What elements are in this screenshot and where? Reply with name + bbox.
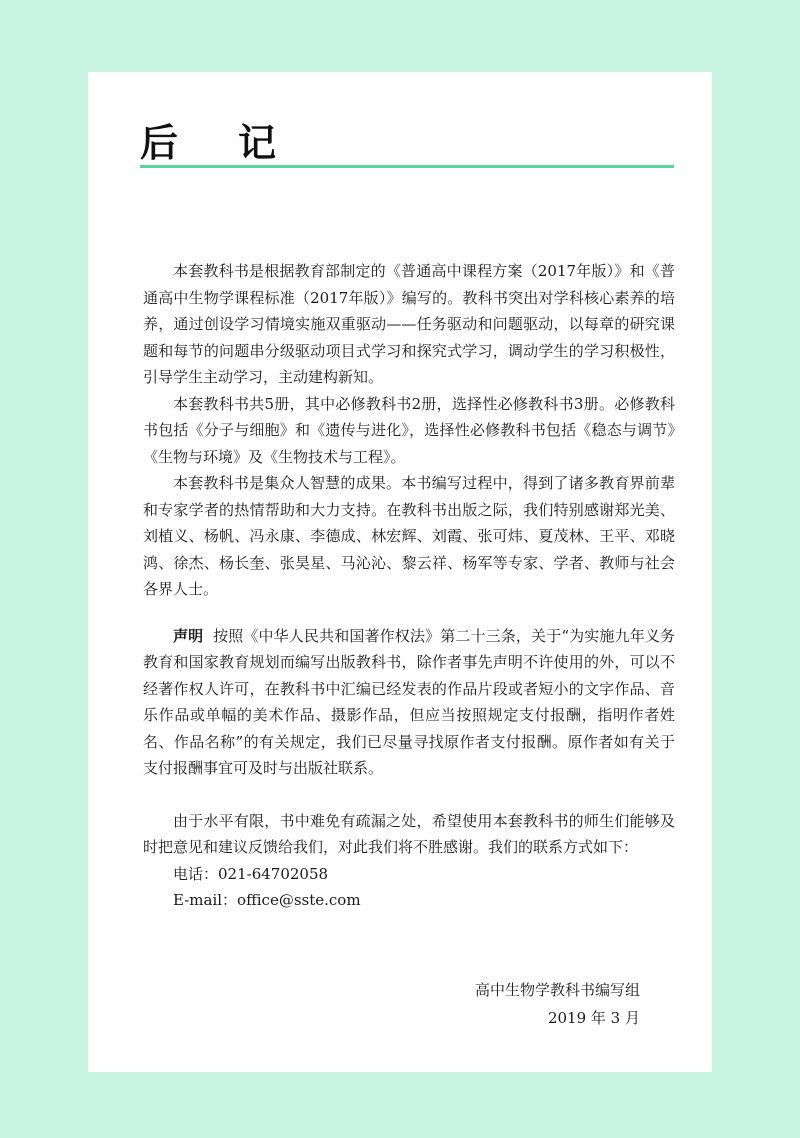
- signature-group: 高中生物学教科书编写组: [474, 981, 640, 999]
- statement-text: 按照《中华人民共和国著作权法》第二十三条，关于“为实施九年义务教育和国家教育规划而编写出版教科书，除作者事先声明不许使用的外，可以不经著作权人许可，在教科书中汇编已经发表的作品片段或者短小的文字作品、音乐作品或单幅的美术作品、摄影作品，但应当按照规定支付报酬，指明作者姓名、作品名称”的有关规定，我们已尽量寻找原作者支付报酬。原作者如有关于支付报酬事宜可及时与出版社联系。: [143, 626, 675, 777]
- title-divider: [140, 165, 674, 168]
- page-title: [140, 112, 276, 167]
- statement-label: 声明: [173, 626, 204, 645]
- signature-date: 2019 年 3 月: [547, 1009, 640, 1027]
- contact-email: E-mail：office@sste.com: [173, 891, 361, 909]
- title-char-2: 记: [238, 121, 277, 165]
- paragraph-volumes: 本套教科书共5册，其中必修教科书2册，选择性必修教科书3册。必修教科书包括《分子与细胞》和《遗传与进化》，选择性必修教科书包括《稳态与调节》《生物与环境》及《生物技术与工程》。: [143, 394, 675, 466]
- document-page: [88, 72, 712, 1072]
- contact-phone: 电话：021-64702058: [173, 864, 329, 883]
- paragraph-acknowledgements: 本套教科书是集众人智慧的成果。本书编写过程中，得到了诸多教育界前辈和专家学者的热情帮助和大力支持。在教科书出版之际，我们特别感谢郑光美、刘植义、杨帆、冯永康、李德成、林宏辉、刘霞、张可炜、夏茂林、王平、邓晓鸿、徐杰、杨长奎、张昊星、马沁沁、黎云祥、杨军等专家、学者、教师与社会各界人士。: [143, 474, 675, 598]
- paragraph-overview: 本套教科书是根据教育部制定的《普通高中课程方案（2017年版）》和《普通高中生物学课程标准（2017年版）》编写的。教科书突出对学科核心素养的培养，通过创设学习情境实施双重驱动——任务驱动和问题驱动，以每章的研究课题和每节的问题串分级驱动项目式学习和探究式学习，调动学生的学习积极性，引导学生主动学习，主动建构新知。: [143, 262, 675, 386]
- paragraph-feedback: 由于水平有限，书中难免有疏漏之处，希望使用本套教科书的师生们能够及时把意见和建议反馈给我们，对此我们将不胜感谢。我们的联系方式如下：: [143, 811, 675, 856]
- afterword-body: [143, 258, 675, 914]
- title-char-1: 后: [140, 121, 179, 165]
- paragraph-statement: [143, 623, 675, 782]
- signature-block: [475, 976, 640, 1032]
